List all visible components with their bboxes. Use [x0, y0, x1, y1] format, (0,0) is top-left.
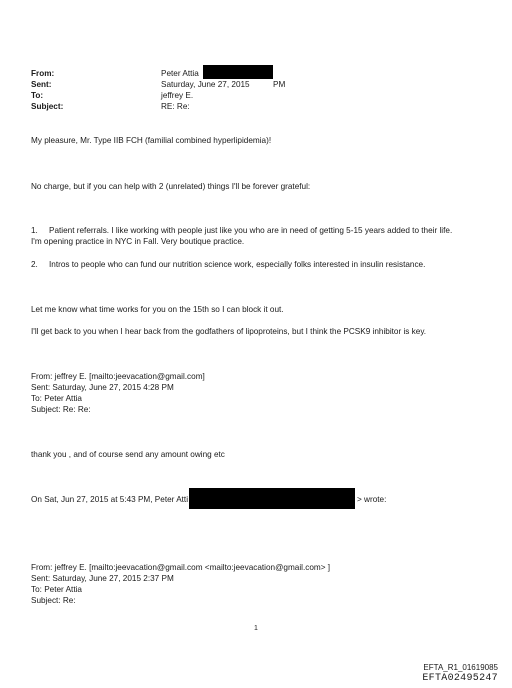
quoted-from: From: jeffrey E. [mailto:jeevacation@gmail.com]	[31, 372, 205, 381]
redaction-box	[189, 488, 355, 509]
subject-value: RE: Re:	[161, 102, 190, 111]
quoted-subject: Subject: Re:	[31, 596, 76, 605]
list-item-text: I'm opening practice in NYC in Fall. Very boutique practice.	[31, 237, 245, 246]
to-label: To:	[31, 91, 44, 100]
from-label: From:	[31, 69, 55, 78]
reply-attribution: On Sat, Jun 27, 2015 at 5:43 PM, Peter Atti	[31, 495, 189, 504]
sent-value-suffix: PM	[273, 80, 286, 89]
quoted-sent: Sent: Saturday, June 27, 2015 2:37 PM	[31, 574, 174, 583]
quoted-subject: Subject: Re: Re:	[31, 405, 91, 414]
quoted-sent: Sent: Saturday, June 27, 2015 4:28 PM	[31, 383, 174, 392]
bates-number: EFTA_R1_01619085	[423, 663, 498, 672]
redaction-box	[203, 65, 273, 79]
page-number: 1	[254, 625, 258, 632]
body-paragraph: My pleasure, Mr. Type IIB FCH (familial combined hyperlipidemia)!	[31, 136, 272, 145]
sent-value: Saturday, June 27, 2015	[161, 80, 250, 89]
body-paragraph: No charge, but if you can help with 2 (unrelated) things I'll be forever grateful:	[31, 182, 311, 191]
bates-number: EFTA02495247	[422, 673, 498, 684]
quoted-to: To: Peter Attia	[31, 585, 82, 594]
list-item-text: Intros to people who can fund our nutrition science work, especially folks interested in insulin resistance.	[49, 260, 426, 269]
sent-label: Sent:	[31, 80, 52, 89]
from-value: Peter Attia	[161, 69, 199, 78]
to-value: jeffrey E.	[161, 91, 194, 100]
quoted-body: thank you , and of course send any amount owing etc	[31, 450, 225, 459]
subject-label: Subject:	[31, 102, 64, 111]
body-paragraph: I'll get back to you when I hear back from the godfathers of lipoproteins, but I think the PCSK9 inhibitor is key.	[31, 327, 427, 336]
list-item-text: Patient referrals. I like working with people just like you who are in need of getting 5-15 years added to their life.	[49, 226, 453, 235]
list-item-number: 2.	[31, 260, 38, 269]
reply-attribution-suffix: > wrote:	[357, 495, 387, 504]
list-item-number: 1.	[31, 226, 38, 235]
quoted-from: From: jeffrey E. [mailto:jeevacation@gmail.com <mailto:jeevacation@gmail.com> ]	[31, 563, 331, 572]
quoted-to: To: Peter Attia	[31, 394, 82, 403]
body-paragraph: Let me know what time works for you on the 15th so I can block it out.	[31, 305, 284, 314]
